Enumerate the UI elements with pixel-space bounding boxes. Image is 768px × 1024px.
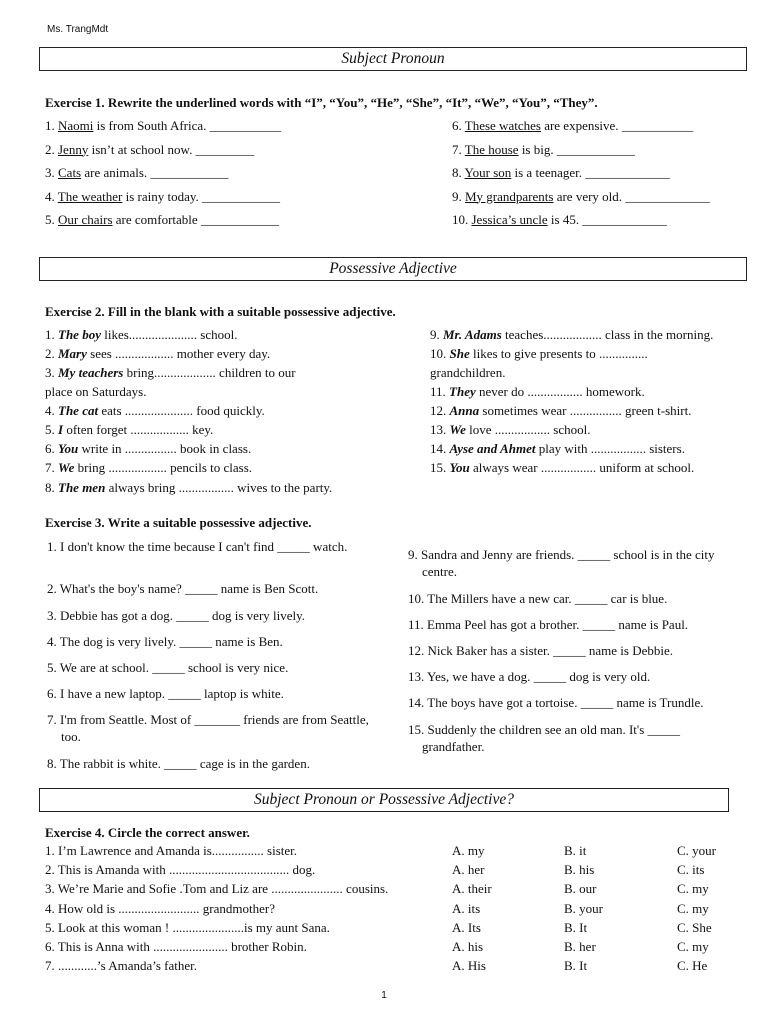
item-number: 6. [452,118,465,133]
exercise-2-item [430,384,645,400]
exercise-2-item [45,384,146,400]
underlined-subject: Cats [58,165,82,180]
exercise-1-item [45,165,228,181]
item-text: isn’t at school now. _________ [88,141,255,157]
exercise-3-item: 9. Sandra and Jenny are friends. _____ school is in the city centre. [408,547,715,579]
underlined-subject: The house [464,141,519,157]
item-text: teaches.................. class in the morning. [501,327,714,342]
item-text: often forget .................. key. [63,422,214,437]
item-number: 8. [452,165,465,180]
exercise-3-item: 1. I don't know the time because I can't find _____ watch. [47,539,348,554]
exercise-2-item [430,422,590,438]
underlined-subject: These watches [464,118,541,133]
item-text: bring .................. pencils to class. [74,460,253,475]
exercise-2-item [430,365,505,381]
item-text: sometimes wear ................ green t-shirt. [479,403,692,418]
exercise-1-item [452,212,667,228]
exercise-4-question: 7. ............’s Amanda’s father. [45,958,198,974]
item-text: is from South Africa. ___________ [93,118,282,133]
item-subject: They [449,384,476,399]
underlined-subject: The weather [57,188,123,204]
answer-option-a: A. their [452,881,492,897]
item-text: are very old. _____________ [553,188,710,204]
exercise-4-question: 3. We’re Marie and Sofie .Tom and Liz are ...................... cousins. [45,881,389,897]
item-text: place on Saturdays. [45,384,147,399]
exercise-3-item: 5. We are at school. _____ school is very nice. [47,660,289,675]
exercise-3-title: Exercise 3. Write a suitable possessive adjective. [45,515,312,530]
exercise-3-item: 7. I'm from Seattle. Most of _______ friends are from Seattle, too. [47,712,369,744]
item-text: love ................. school. [465,422,591,437]
item-text: sees .................. mother every day. [86,346,271,361]
exercise-3-item: 4. The dog is very lively. _____ name is Ben. [47,634,283,649]
item-number: 5. [45,422,58,437]
exercise-2-item [430,346,648,362]
item-number: 4. [45,403,58,418]
exercise-2-item [45,403,265,419]
answer-option-a: A. my [452,843,485,858]
item-number: 13. [430,422,450,437]
answer-option-a: A. His [452,958,486,974]
answer-option-c: C. my [677,881,709,897]
exercise-3-item: 11. Emma Peel has got a brother. _____ name is Paul. [408,617,689,632]
page-number: 1 [381,990,387,1001]
item-number: 15. [430,460,450,475]
exercise-1-item [452,165,670,181]
item-number: 10. [430,346,450,361]
exercise-1-item [45,212,279,228]
item-subject: Anna [449,403,480,418]
exercise-4-question: 2. This is Amanda with ..................................... dog. [45,862,316,878]
item-number: 1. [45,118,58,133]
exercise-4-question: 6. This is Anna with ....................... brother Robin. [45,939,307,954]
item-text: are expensive. ___________ [540,118,694,133]
item-subject: She [449,346,470,361]
item-subject: Ayse and Ahmet [449,441,536,456]
item-text: is rainy today. ____________ [122,188,281,204]
answer-option-a: A. Its [452,919,481,935]
item-subject: The cat [58,403,99,418]
exercise-3-item: 15. Suddenly the children see an old man. It's _____ grandfather. [408,722,681,754]
exercise-1-item [45,118,281,134]
item-text: play with ................. sisters. [535,441,685,456]
exercise-4-question: 4. How old is ......................... grandmother? [45,900,276,916]
exercise-2-item [45,422,213,438]
item-text: likes to give presents to ............... [469,346,648,361]
item-number: 3. [45,365,58,380]
exercise-2-item [45,480,332,496]
item-number: 9. [430,327,443,342]
item-number: 2. [45,346,58,361]
exercise-2-item [430,441,685,457]
item-number: 9. [452,188,465,204]
item-number: 11. [430,384,450,399]
answer-option-a: A. its [452,900,481,916]
exercise-2-item [430,327,713,343]
answer-option-a: A. her [452,862,485,878]
answer-option-c: C. He [677,958,708,974]
item-number: 4. [45,188,58,204]
exercise-3-item: 10. The Millers have a new car. _____ car is blue. [408,591,668,606]
answer-option-b: B. her [564,939,596,954]
exercise-2-item [45,346,270,362]
item-number: 8. [45,480,58,495]
item-text: always bring ................. wives to the party. [105,480,333,495]
exercise-4-question: 5. Look at this woman ! ......................is my aunt Sana. [45,919,330,935]
author-name: Ms. TrangMdt [47,24,109,35]
answer-option-b: B. his [564,862,595,878]
exercise-2-item [45,327,237,343]
item-subject: The boy [58,327,101,342]
answer-option-b: B. It [564,919,588,935]
underlined-subject: Jessica’s uncle [471,212,548,227]
underlined-subject: My grandparents [465,188,554,204]
exercise-3-item: 14. The boys have got a tortoise. _____ name is Trundle. [408,695,704,710]
item-number: 2. [45,141,58,157]
section-title-subject-pronoun: Subject Pronoun [39,47,747,71]
answer-option-c: C. my [677,939,709,954]
item-number: 3. [45,165,58,180]
answer-option-b: B. our [564,881,597,897]
item-number: 7. [45,460,58,475]
item-text: are animals. ____________ [81,165,229,180]
item-number: 6. [45,441,58,456]
exercise-3-item: 8. The rabbit is white. _____ cage is in the garden. [47,756,310,771]
exercise-3-item: 6. I have a new laptop. _____ laptop is white. [47,686,284,701]
exercise-1-item [45,142,254,158]
item-text: are comfortable ____________ [112,212,279,227]
exercise-2-item [430,403,691,419]
exercise-2-item [45,460,252,476]
exercise-2-item [430,460,694,476]
item-subject: My teachers [58,365,124,380]
underlined-subject: Your son [464,165,512,180]
item-subject: Mary [58,346,87,361]
underlined-subject: Our chairs [58,212,113,227]
exercise-1-item [452,189,710,205]
item-number: 1. [45,327,58,342]
item-subject: Mr. Adams [443,327,502,342]
answer-option-c: C. its [677,862,705,878]
answer-option-b: B. It [564,958,588,974]
exercise-1-item [452,118,693,134]
exercise-3-item: 12. Nick Baker has a sister. _____ name is Debbie. [408,643,673,658]
item-number: 12. [430,403,450,418]
item-subject: You [58,441,79,456]
section-title-pronoun-or-adjective: Subject Pronoun or Possessive Adjective? [39,788,729,812]
exercise-3-item: 13. Yes, we have a dog. _____ dog is very old. [408,669,651,684]
answer-option-b: B. it [564,843,587,858]
exercise-3-item: 2. What's the boy's name? _____ name is Ben Scott. [47,581,319,596]
item-subject: We [58,460,75,475]
item-text: grandchildren. [430,365,506,380]
item-number: 7. [452,141,465,157]
underlined-subject: Naomi [58,118,94,133]
item-text: is 45. _____________ [547,212,667,227]
item-text: eats ..................... food quickly. [98,403,265,418]
item-text: never do ................. homework. [475,384,645,399]
item-text: is big. ____________ [518,141,635,157]
item-subject: I [58,422,64,437]
exercise-2-item [45,365,296,381]
exercise-1-item [45,189,280,205]
item-subject: The men [58,480,106,495]
answer-option-c: C. your [677,843,716,858]
exercise-4-question: 1. I’m Lawrence and Amanda is................ sister. [45,843,297,858]
item-text: likes..................... school. [100,327,238,342]
exercise-1-item [452,142,635,158]
answer-option-c: C. my [677,900,709,916]
item-text: is a teenager. _____________ [511,165,670,180]
exercise-4-title: Exercise 4. Circle the correct answer. [45,825,250,840]
answer-option-b: B. your [564,900,603,916]
item-text: write in ................ book in class. [78,441,252,456]
answer-option-c: C. She [677,919,712,935]
exercise-3-item: 3. Debbie has got a dog. _____ dog is very lively. [47,608,306,623]
item-number: 14. [430,441,450,456]
item-number: 10. [452,212,472,227]
item-number: 5. [45,212,58,227]
item-text: bring................... children to our [123,365,296,380]
item-subject: You [449,460,470,475]
section-title-possessive-adjective: Possessive Adjective [39,257,747,281]
exercise-2-title: Exercise 2. Fill in the blank with a suitable possessive adjective. [45,304,396,319]
exercise-2-item [45,441,251,457]
item-subject: We [449,422,466,437]
exercise-1-title: Exercise 1. Rewrite the underlined words with “I”, “You”, “He”, “She”, “It”, “We”, “You”, “They”. [45,95,598,110]
item-text: always wear ................. uniform at school. [469,460,695,475]
answer-option-a: A. his [452,939,484,954]
underlined-subject: Jenny [58,141,89,157]
